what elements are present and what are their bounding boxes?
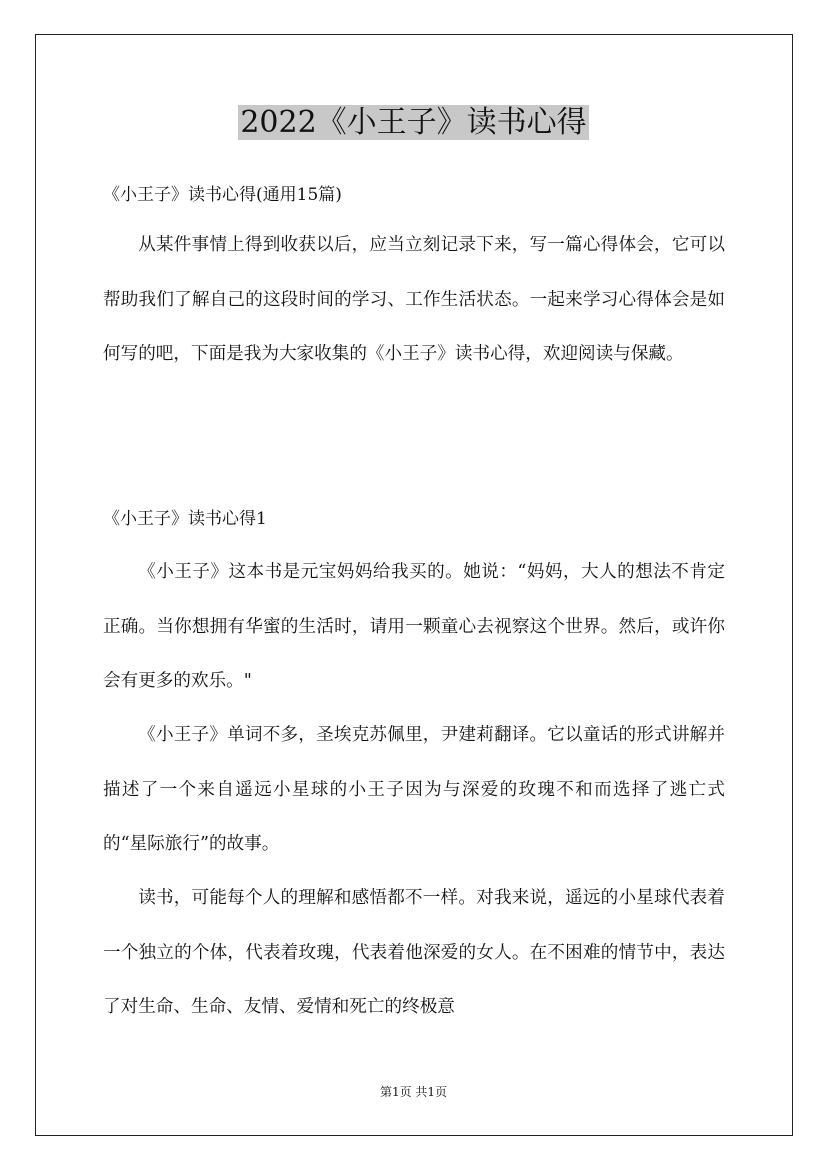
document-title-text: 2022《小王子》读书心得 <box>240 105 587 140</box>
document-title <box>0 102 827 144</box>
intro-paragraph: 从某件事情上得到收获以后，应当立刻记录下来，写一篇心得体会，它可以帮助我们了解自己的这段时间的学习、工作生活状态。一起来学习心得体会是如何写的吧，下面是我为大家收集的《小王子》读书心得，欢迎阅读与保藏。 <box>103 235 725 364</box>
section-heading: 《小王子》读书心得1 <box>103 509 267 529</box>
body-paragraph-1: 《小王子》这本书是元宝妈妈给我买的。她说：“妈妈，大人的想法不肯定正确。当你想拥有华蜜的生活时，请用一颗童心去视察这个世界。然后，或许你会有更多的欢乐。" <box>103 562 725 691</box>
page-footer: 第1页 共1页 <box>379 1085 448 1099</box>
body-paragraph-3: 读书，可能每个人的理解和感悟都不一样。对我来说，遥远的小星球代表着一个独立的个体，代表着玫瑰，代表着他深爱的女人。在不困难的情节中，表达了对生命、生命、友情、爱情和死亡的终极意 <box>103 888 725 1017</box>
document-subtitle: 《小王子》读书心得(通用15篇) <box>103 185 342 205</box>
body-paragraph-2: 《小王子》单词不多，圣埃克苏佩里，尹建莉翻译。它以童话的形式讲解并描述了一个来自遥远小星球的小王子因为与深爱的玫瑰不和而选择了逃亡式的“星际旅行”的故事。 <box>103 725 725 854</box>
